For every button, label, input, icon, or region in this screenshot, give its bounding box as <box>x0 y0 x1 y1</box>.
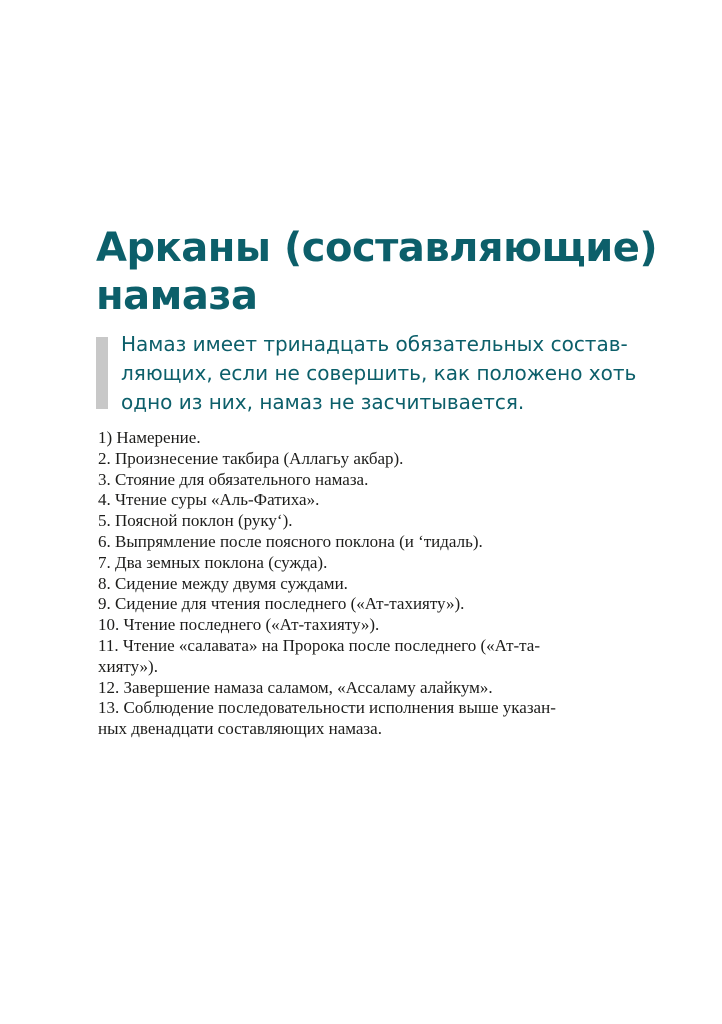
list-item: 9. Сидение для чтения последнего («Ат-тахияту»). <box>98 594 465 614</box>
arkan-list <box>98 428 688 740</box>
list-item: 13. Соблюдение последовательности исполнения выше указан- <box>98 698 556 718</box>
list-item: 11. Чтение «салавата» на Пророка после последнего («Ат-та- <box>98 635 540 655</box>
page-title <box>96 224 696 320</box>
list-item: 8. Сидение между двумя суждами. <box>98 573 348 593</box>
title-line-2: намаза <box>96 273 258 319</box>
list-item: 12. Завершение намаза саламом, «Ассаламу алайкум». <box>98 677 493 697</box>
lead-line-2: ляющих, если не совершить, как положено хоть <box>121 361 637 385</box>
lead-line-1: Намаз имеет тринадцать обязательных состав- <box>121 332 628 356</box>
title-line-1: Арканы (составляющие) <box>96 225 658 271</box>
list-item: 4. Чтение суры «Аль-Фатиха». <box>98 490 320 510</box>
list-item: 1) Намерение. <box>98 428 201 447</box>
list-item: 7. Два земных поклона (сужда). <box>98 552 328 572</box>
lead-paragraph <box>121 330 701 417</box>
list-item: 5. Поясной поклон (руку‘). <box>98 511 293 531</box>
quote-bar <box>96 337 108 409</box>
list-item: 3. Стояние для обязательного намаза. <box>98 469 369 489</box>
list-item-continuation: ных двенадцати составляющих намаза. <box>98 719 382 739</box>
list-item: 2. Произнесение такбира (Аллагьу акбар). <box>98 448 404 468</box>
lead-line-3: одно из них, намаз не засчитывается. <box>121 390 525 414</box>
list-item: 6. Выпрямление после поясного поклона (и ‘тидаль). <box>98 531 483 551</box>
list-item-continuation: хияту»). <box>98 656 158 676</box>
list-item: 10. Чтение последнего («Ат-тахияту»). <box>98 615 380 635</box>
